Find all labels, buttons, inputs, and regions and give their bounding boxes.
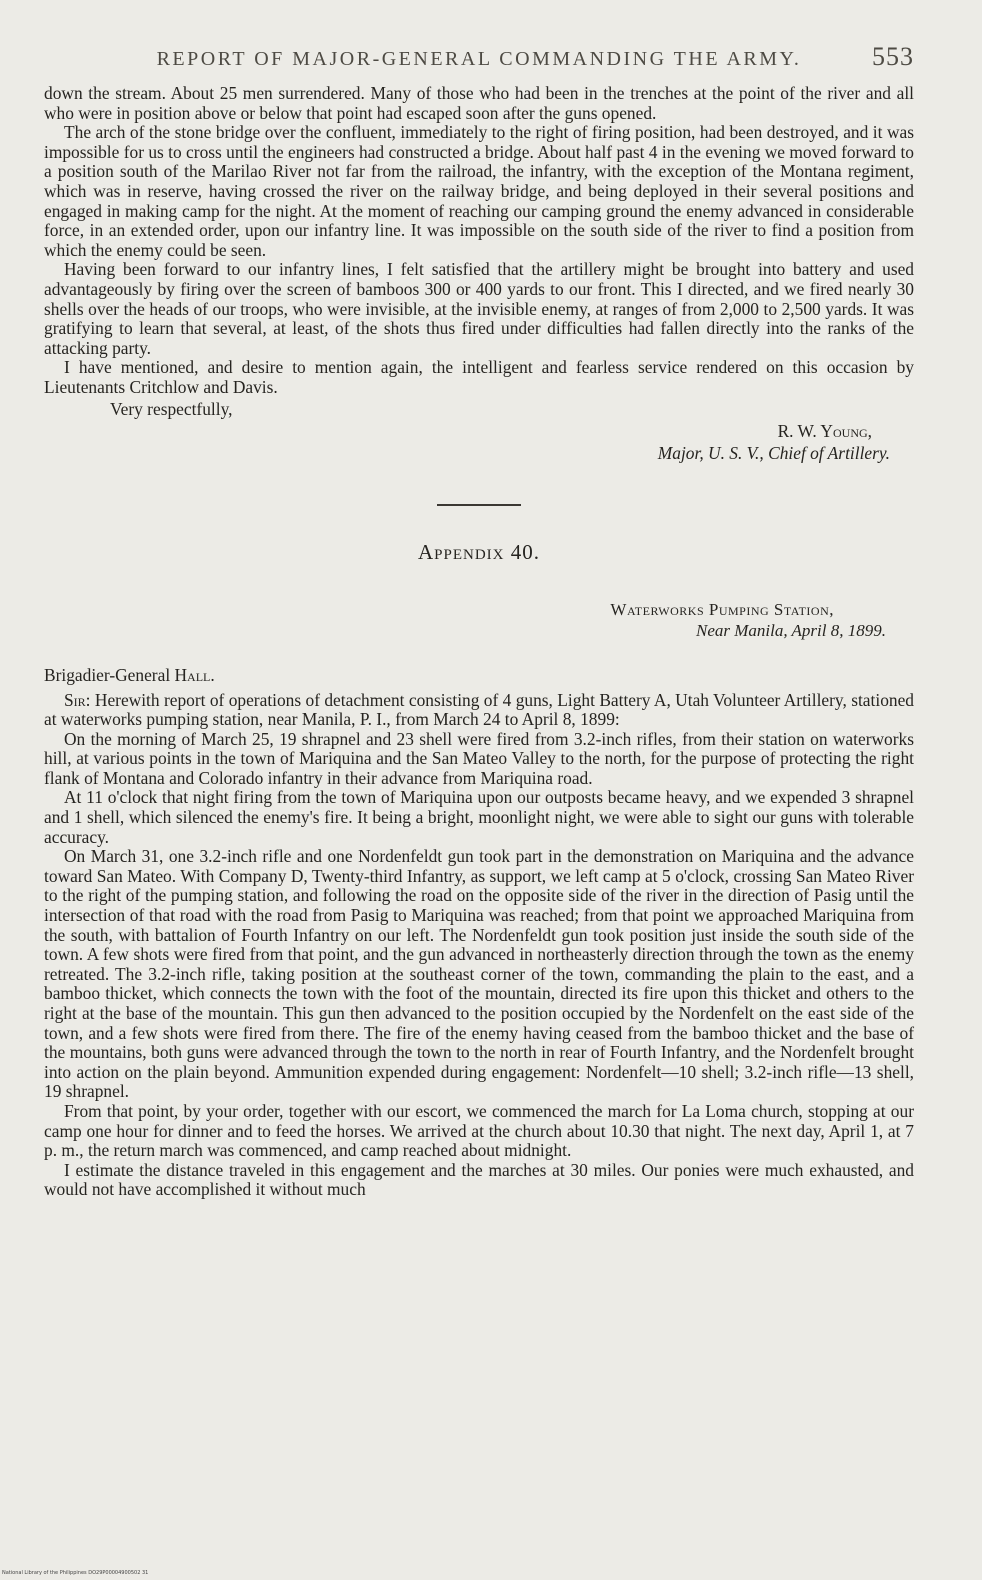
paragraph: [44, 691, 914, 730]
paragraph: Having been forward to our infantry lines, I felt satisfied that the artillery might be brought into battery and used advantageously by firing over the screen of bamboos 300 or 400 yards to our front. This I directed, and we fired nearly 30 shells over the heads of our troops, who were invisible, at the invisible enemy, at ranges of from 2,000 to 2,500 yards. It was gratifying to learn that several, at least, of the shots thus fired under difficulties had fallen directly into the ranks of the attacking party.: [44, 259, 914, 358]
letter-place: Waterworks Pumping Station,: [610, 599, 834, 619]
running-header: [44, 38, 914, 78]
salutation-text: Herewith report of operations of detachment consisting of 4 guns, Light Battery A, Utah Volunteer Artillery, stationed at waterworks pumping station, near Manila, P. I., from March 24 to April 8, 1899:: [44, 689, 914, 730]
scan-credit: National Library of the Philippines DO29P00004900502 31: [2, 1570, 149, 1576]
closing-line: Very respectfully,: [110, 398, 233, 419]
addressee: [44, 665, 914, 685]
signature-rank: Major, U. S. V., Chief of Artillery.: [657, 442, 890, 463]
paragraph: On March 31, one 3.2-inch rifle and one Nordenfeldt gun took part in the demonstration on Mariquina and the advance toward San Mateo. With Company D, Twenty-third Infantry, as support, we left camp at 5 o'clock, crossing San Mateo River to the right of the pumping station, and following the road on the opposite side of the river in the direction of Pasig until the intersection of that road with the road from Pasig to Mariquina was reached; from that point we approached Mariquina from the south, with battalion of Fourth Infantry on our left. The Nordenfeldt gun took position just inside the south side of the town. A few shots were fired from that point, and the gun advanced in northeasterly direction through the town as the enemy retreated. The 3.2-inch rifle, taking position at the southeast corner of the town, commanding the plain to the east, and a bamboo thicket, which connects the town with the foot of the mountain, directed its fire upon this thicket and others to the right at the base of the mountain. This gun then advanced to the position occupied by the Nordenfelt on the east side of the town, and a few shots were fired from there. The fire of the enemy having ceased from the bamboo thicket and the base of the mountains, both guns were advanced through the town to the north in rear of Fourth Infantry, and the Nordenfelt brought into action on the plain beyond. Ammunition expended during engagement: Nordenfelt—10 shell; 3.2-inch rifle—13 shell, 19 shrapnel.: [44, 846, 914, 1102]
paragraph: The arch of the stone bridge over the confluent, immediately to the right of firing position, had been destroyed, and it was impossible for us to cross until the engineers had constructed a bridge. About half past 4 in the evening we moved forward to a position south of the Marilao River not far from the railroad, the infantry, with the exception of the Montana regiment, which was in reserve, having crossed the river on the railway bridge, and being deployed in their several positions and engaged in making camp for the night. At the moment of reaching our camping ground the enemy advanced in considerable force, in an extended order, upon our infantry line. It was impossible on the south side of the river to find a position from which the enemy could be seen.: [44, 122, 914, 260]
paragraph: From that point, by your order, together with our escort, we commenced the march for La Loma church, stopping at our camp one hour for dinner and to feed the horses. We arrived at the church about 10.30 that night. The next day, April 1, at 7 p. m., the return march was commenced, and camp reached about midnight.: [44, 1100, 914, 1161]
appendix-heading: Appendix 40.: [417, 539, 540, 564]
salutation: Sir:: [64, 689, 91, 710]
paragraph: At 11 o'clock that night firing from the town of Mariquina upon our outposts became heavy, and we expended 3 shrapnel and 1 shell, which silenced the enemy's fire. It being a bright, moonlight night, we were able to sight our guns with tolerable accuracy.: [44, 787, 914, 847]
addressee-name: Hall.: [174, 664, 215, 685]
paragraph: On the morning of March 25, 19 shrapnel and 23 shell were fired from 3.2-inch rifles, from their station on waterworks hill, at various points in the town of Mariquina and the San Mateo Valley to the north, for the purpose of protecting the right flank of Montana and Colorado infantry in their advance from Mariquina road.: [44, 728, 914, 788]
letter-dateline: Near Manila, April 8, 1899.: [696, 620, 886, 640]
addressee-prefix: Brigadier-General: [44, 664, 175, 685]
letter-body: [44, 691, 914, 1200]
document-page: [44, 38, 914, 1200]
report-body: [44, 84, 914, 398]
signature-name: R. W. Young,: [777, 420, 872, 441]
page-number: 553: [872, 42, 914, 71]
paragraph: down the stream. About 25 men surrendered. Many of those who had been in the trenches at the point of the river and all who were in position above or below that point had escaped soon after the guns opened.: [44, 83, 914, 123]
paragraph: I estimate the distance traveled in this engagement and the marches at 30 miles. Our ponies were much exhausted, and would not have accomplished it without much: [44, 1159, 914, 1200]
header-title: REPORT OF MAJOR-GENERAL COMMANDING THE ARMY.: [156, 48, 802, 70]
paragraph: I have mentioned, and desire to mention again, the intelligent and fearless service rendered on this occasion by Lieutenants Critchlow and Davis.: [44, 357, 914, 397]
section-divider: [437, 504, 521, 506]
